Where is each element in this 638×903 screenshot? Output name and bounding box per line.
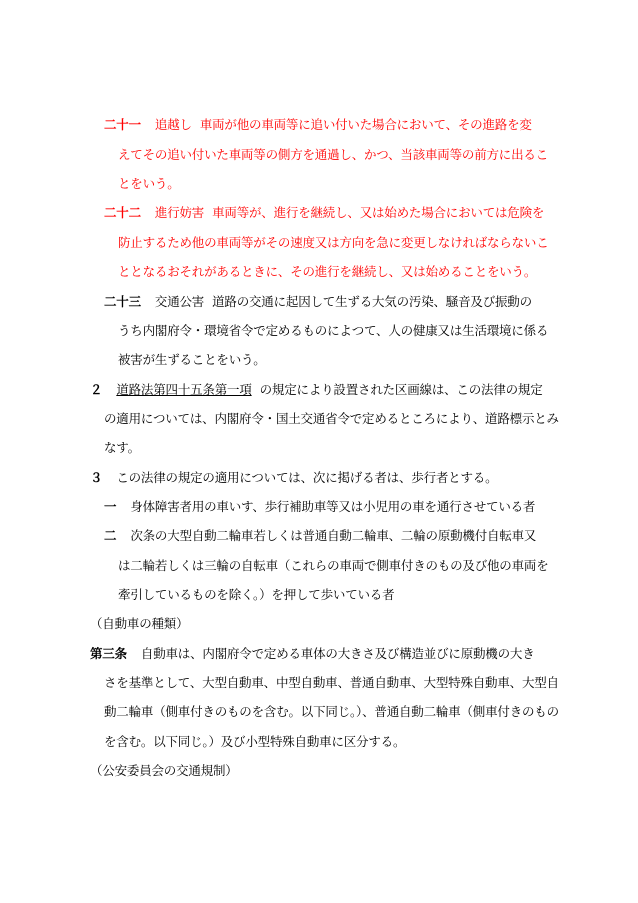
item-22-number: 二十二 — [104, 205, 141, 220]
item-21-line-3: とをいう。 — [118, 176, 180, 191]
item-22-line-3: ととなるおそれがあるときに、その進行を継続し、又は始めることをいう。 — [118, 264, 537, 279]
item-21-first-line — [104, 117, 532, 133]
road-law-link[interactable]: 道路法第四十五条第一項 — [116, 382, 252, 397]
article-3-line-4: を含む。以下同じ。）及び小型特殊自動車に区分する。 — [104, 734, 406, 749]
paragraph-3-item-1 — [104, 499, 535, 515]
paragraph-3-text: この法律の規定の適用については、次に掲げる者は、歩行者とする。 — [116, 470, 498, 485]
article-3-line-1: 自動車は、内閣府令で定める車体の大きさ及び構造並びに原動機の大き — [140, 646, 535, 661]
item-23-line-2: うち内閣府令・環境省令で定めるものによつて、人の健康又は生活環境に係る — [118, 323, 549, 338]
item-21-line-1: 車両が他の車両等に追い付いた場合において、その進路を変 — [199, 117, 532, 132]
article-3-line-2: さを基準として、大型自動車、中型自動車、普通自動車、大型特殊自動車、大型自 — [104, 675, 559, 690]
paragraph-2-line-2: の適用については、内閣府令・国土交通省令で定めるところにより、道路標示とみ — [104, 411, 559, 426]
paragraph-3-item-1-text: 身体障害者用の車いす、歩行補助車等又は小児用の車を通行させている者 — [130, 499, 536, 514]
paragraph-2-first-line — [90, 382, 543, 398]
item-21-number: 二十一 — [104, 117, 141, 132]
article-3-first-line — [90, 646, 535, 662]
item-21-title: 追越し — [154, 117, 192, 132]
paragraph-3-item-2-first-line — [104, 528, 536, 544]
article-3-line-3: 動二輪車（側車付きのものを含む。以下同じ。）、普通自動二輪車（側車付きのもの — [104, 704, 559, 719]
paragraph-3-item-1-number: 一 — [104, 499, 117, 514]
item-23-line-1: 道路の交通に起因して生ずる大気の汚染、騒音及び振動の — [212, 294, 532, 309]
paragraph-3-item-2-line-3: 牽引しているものを除く。）を押して歩いている者 — [118, 587, 395, 602]
item-21-line-2: えてその追い付いた車両等の側方を通過し、かつ、当該車両等の前方に出るこ — [118, 147, 549, 162]
item-22-first-line — [104, 205, 544, 221]
item-23-title: 交通公害 — [154, 294, 205, 309]
item-22-line-1: 車両等が、進行を継続し、又は始めた場合においては危険を — [212, 205, 545, 220]
item-23-number: 二十三 — [104, 294, 141, 309]
paragraph-3-item-2-line-2: は二輪若しくは三輪の自転車（これらの車両で側車付きのもの及び他の車両を — [118, 558, 549, 573]
caption-traffic-regulation: （公安委員会の交通規制） — [90, 763, 238, 778]
caption-vehicle-types: （自動車の種類） — [90, 616, 189, 631]
paragraph-3-item-2-number: 二 — [104, 528, 117, 543]
item-22-line-2: 防止するため他の車両等がその速度又は方向を急に変更しなければならないこ — [118, 235, 549, 250]
paragraph-2-line-1: の規定により設置された区画線は、この法律の規定 — [259, 382, 543, 397]
paragraph-2-number: ２ — [90, 382, 103, 397]
paragraph-3-line — [90, 470, 497, 486]
paragraph-2-line-3: なす。 — [104, 440, 140, 455]
article-3-number: 第三条 — [90, 646, 127, 661]
paragraph-3-number: ３ — [90, 470, 103, 485]
paragraph-3-item-2-line-1: 次条の大型自動二輪車若しくは普通自動二輪車、二輪の原動機付自転車又 — [130, 528, 537, 543]
item-23-first-line — [104, 294, 532, 310]
item-22-title: 進行妨害 — [154, 205, 205, 220]
item-23-line-3: 被害が生ずることをいう。 — [118, 352, 266, 367]
